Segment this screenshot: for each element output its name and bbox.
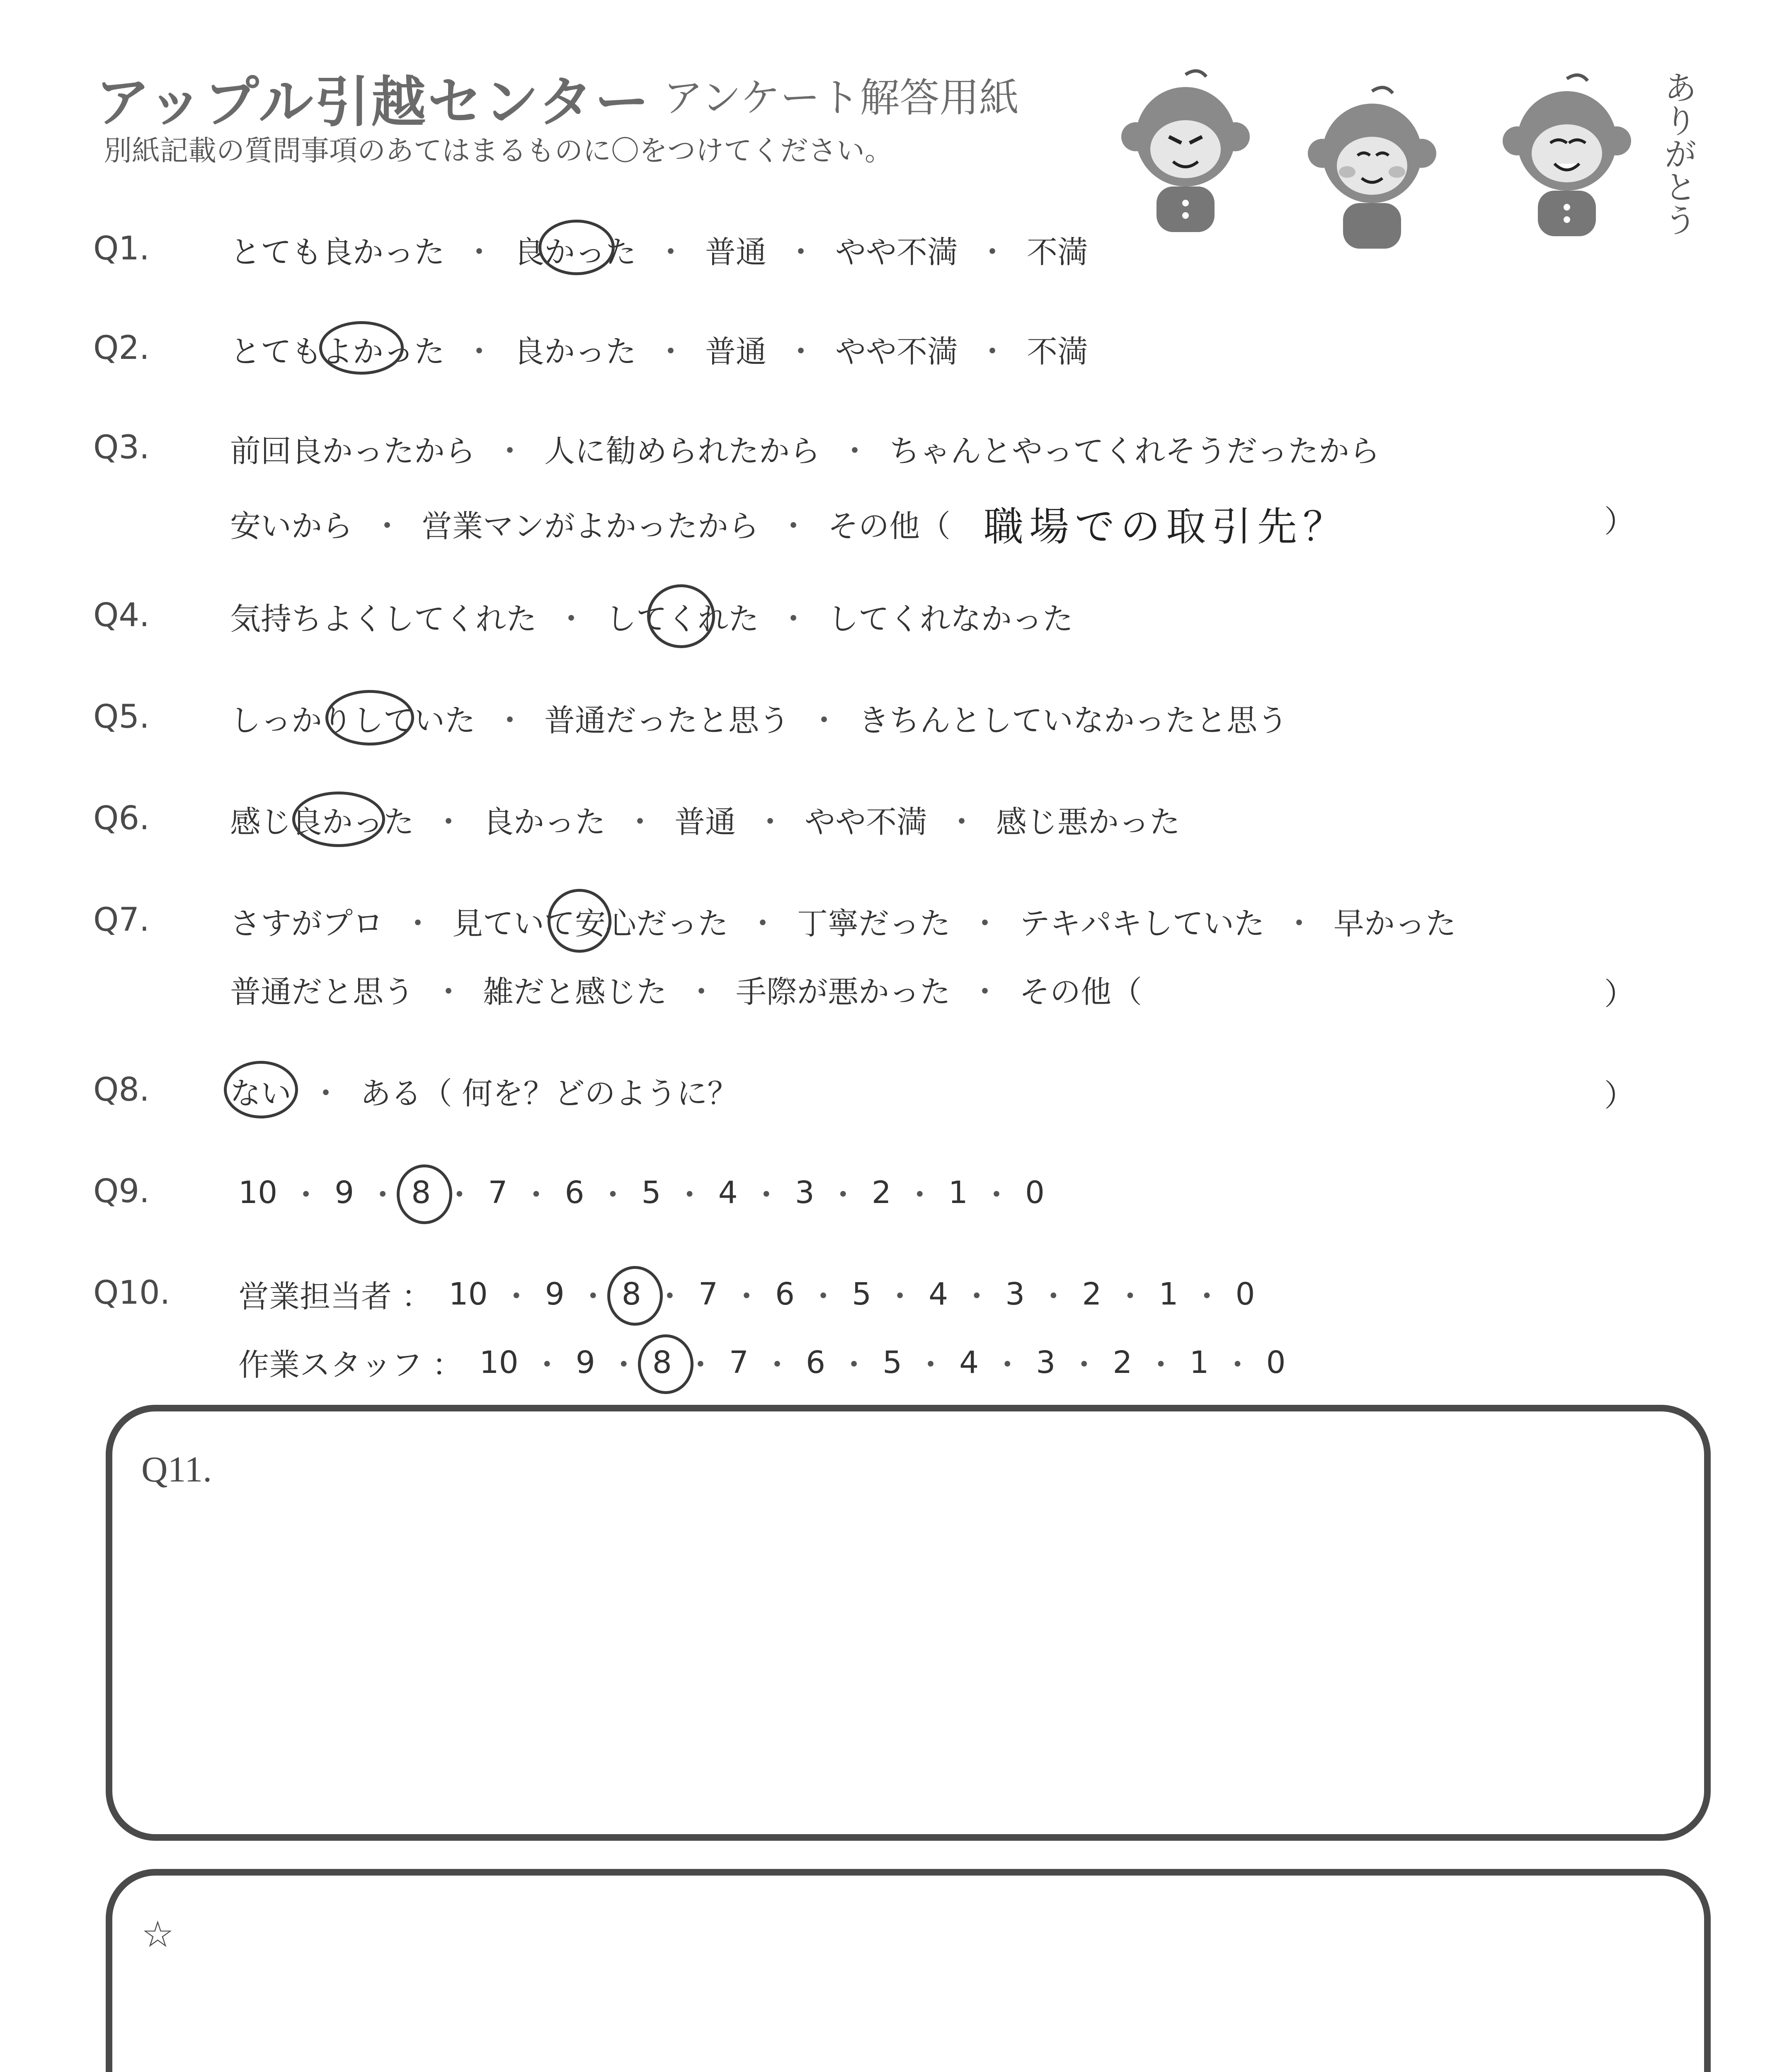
q9-score[interactable]: 5 <box>641 1175 661 1210</box>
q2-option[interactable]: 不満 <box>1027 334 1088 370</box>
q10-score[interactable]: 6 <box>805 1345 826 1380</box>
q4-options: 気持ちよくしてくれた ・ してくれた ・ してくれなかった <box>230 595 1073 639</box>
q3-option[interactable]: ちゃんとやってくれそうだったから <box>889 433 1380 469</box>
q10-score[interactable]: 6 <box>775 1276 795 1312</box>
q10-score[interactable]: 0 <box>1235 1276 1255 1312</box>
q2-label: Q2. <box>93 329 150 367</box>
q4-label: Q4. <box>93 597 150 634</box>
q5-option[interactable]: 普通だったと思う <box>544 703 790 738</box>
q10-score[interactable]: 10 <box>449 1276 488 1312</box>
q10-row-name: 営業担当者 ： <box>238 1279 432 1314</box>
q9-score[interactable]: 6 <box>565 1175 584 1210</box>
q9-score[interactable]: 2 <box>871 1175 891 1210</box>
q9-score[interactable]: 9 <box>335 1175 354 1210</box>
q7-options-line2: 普通だと思う ・ 雑だと感じた ・ 手際が悪かった ・ その他（ <box>230 968 1142 1012</box>
instruction-text: 別紙記載の質問事項のあてはまるものに〇をつけてください。 <box>104 135 893 167</box>
q11-label: Q11. <box>141 1450 212 1490</box>
q6-option[interactable]: やや不満 <box>805 804 927 840</box>
q10-score[interactable]: 4 <box>929 1276 948 1312</box>
q7-label: Q7. <box>93 901 150 939</box>
q1-option[interactable]: やや不満 <box>835 235 958 270</box>
q6-option[interactable]: 普通 <box>674 804 736 840</box>
q11-comment-box[interactable] <box>106 1405 1711 1841</box>
q2-option-selected[interactable]: とてもよかった <box>230 327 445 371</box>
q8-options: ない ・ ある（ 何を？どのように？ <box>230 1069 738 1113</box>
q5-option[interactable]: きちんとしていなかったと思う <box>858 703 1288 738</box>
q3-option[interactable]: 安いから <box>230 508 353 544</box>
q6-option[interactable]: 良かった <box>483 804 606 840</box>
form-subtitle: アンケート解答用紙 <box>663 75 1019 121</box>
q8-option-selected[interactable]: ない <box>230 1069 291 1113</box>
q2-options: とてもよかった ・ 良かった ・ 普通 ・ やや不満 ・ 不満 <box>230 327 1088 371</box>
q9-scale: 10 ・ 9 ・ 8 ・ 7 ・ 6 ・ 5 ・ 4 ・ 3 ・ 2 ・ 1 ・ 0 <box>238 1171 1045 1215</box>
q7-option[interactable]: 丁寧だった <box>797 906 950 942</box>
q9-score[interactable]: 1 <box>948 1175 968 1210</box>
q10-score[interactable]: 2 <box>1082 1276 1102 1312</box>
q3-label: Q3. <box>93 429 150 466</box>
q1-options: とても良かった ・ 良かった ・ 普通 ・ やや不満 ・ 不満 <box>230 228 1088 272</box>
q1-option[interactable]: とても良かった <box>230 235 445 270</box>
q10-score-selected[interactable]: 8 <box>622 1276 641 1312</box>
q4-option[interactable]: 気持ちよくしてくれた <box>230 601 537 637</box>
q10-label: Q10. <box>93 1274 170 1312</box>
q10-score[interactable]: 4 <box>959 1345 979 1380</box>
q6-options: 感じ良かった ・ 良かった ・ 普通 ・ やや不満 ・ 感じ悪かった <box>230 798 1180 842</box>
q9-score-selected[interactable]: 8 <box>411 1175 431 1210</box>
q8-option[interactable]: ある（ 何を？どのように？ <box>360 1076 738 1111</box>
q3-options-line2: 安いから ・ 営業マンがよかったから ・ その他（ 職場での取引先？ <box>230 495 1348 552</box>
q2-option[interactable]: 良かった <box>514 334 636 370</box>
q9-score[interactable]: 3 <box>795 1175 815 1210</box>
q2-option[interactable]: やや不満 <box>835 334 958 370</box>
monkey-mascot-icon <box>1297 83 1447 257</box>
q6-option-selected[interactable]: 感じ良かった <box>230 798 414 842</box>
q1-option[interactable]: 普通 <box>705 235 766 270</box>
q9-score[interactable]: 0 <box>1025 1175 1045 1210</box>
q3-option-other[interactable]: その他（ <box>828 508 950 544</box>
q9-score[interactable]: 10 <box>238 1175 278 1210</box>
q10-staff-scale: 作業スタッフ ： 10 ・ 9 ・ 8 ・ 7 ・ 6 ・ 5 ・ 4 ・ 3 ・ 2 ・ 1 ・ 0 <box>238 1341 1286 1385</box>
q10-score[interactable]: 0 <box>1266 1345 1286 1380</box>
q9-score[interactable]: 7 <box>488 1175 508 1210</box>
company-title: アップル引越センター <box>95 70 651 134</box>
q10-sales-scale: 営業担当者 ： 10 ・ 9 ・ 8 ・ 7 ・ 6 ・ 5 ・ 4 ・ 3 ・ 2 ・ 1 ・ 0 <box>238 1272 1255 1316</box>
q3-option[interactable]: 前回良かったから <box>230 433 475 469</box>
q7-option[interactable]: 手際が悪かった <box>736 974 950 1010</box>
q10-row-name: 作業スタッフ ： <box>238 1347 463 1383</box>
q7-close-paren: ） <box>1604 976 1635 1012</box>
q1-option[interactable]: 不満 <box>1027 235 1088 270</box>
q10-score[interactable]: 9 <box>575 1345 595 1380</box>
q7-option[interactable]: 普通だと思う <box>230 974 414 1010</box>
q5-option-selected[interactable]: しっかりしていた <box>230 696 475 740</box>
q10-score[interactable]: 5 <box>852 1276 872 1312</box>
q7-options-line1: さすがプロ ・ 見ていて安心だった ・ 丁寧だった ・ テキパキしていた ・ 早かった <box>230 899 1456 943</box>
q7-option-selected[interactable]: 見ていて安心だった <box>452 899 728 943</box>
star-label: ☆ <box>141 1915 174 1955</box>
monkey-mascot-icon <box>1492 70 1641 244</box>
q9-score[interactable]: 4 <box>718 1175 738 1210</box>
q2-option[interactable]: 普通 <box>705 334 766 370</box>
q10-score[interactable]: 7 <box>698 1276 718 1312</box>
q3-options-line1: 前回良かったから ・ 人に勧められたから ・ ちゃんとやってくれそうだったから <box>230 427 1380 471</box>
q9-label: Q9. <box>93 1173 150 1210</box>
q7-option[interactable]: さすがプロ <box>230 906 383 942</box>
q10-score[interactable]: 10 <box>479 1345 519 1380</box>
q8-close-paren: ） <box>1604 1078 1635 1113</box>
q1-label: Q1. <box>93 230 150 267</box>
q4-option[interactable]: してくれなかった <box>828 601 1073 637</box>
q6-label: Q6. <box>93 800 150 837</box>
star-comment-box[interactable] <box>106 1869 1711 2072</box>
q7-option[interactable]: 雑だと感じた <box>483 974 667 1010</box>
q6-option[interactable]: 感じ悪かった <box>996 804 1180 840</box>
q3-option[interactable]: 営業マンがよかったから <box>422 508 759 544</box>
q5-options: しっかりしていた ・ 普通だったと思う ・ きちんとしていなかったと思う <box>230 696 1288 740</box>
q10-score[interactable]: 7 <box>729 1345 749 1380</box>
q1-option-selected[interactable]: 良かった <box>514 228 636 272</box>
q10-score[interactable]: 3 <box>1005 1276 1025 1312</box>
q10-score[interactable]: 3 <box>1036 1345 1056 1380</box>
q4-option-selected[interactable]: してくれた <box>606 595 759 639</box>
q3-close-paren: ） <box>1604 504 1635 540</box>
q10-score[interactable]: 1 <box>1189 1345 1209 1380</box>
q10-score-selected[interactable]: 8 <box>652 1345 672 1380</box>
q7-option[interactable]: テキパキしていた <box>1019 906 1265 942</box>
monkey-mascot-icon <box>1111 66 1260 240</box>
q3-other-handwritten: 職場での取引先？ <box>984 503 1348 550</box>
q10-score[interactable]: 1 <box>1159 1276 1178 1312</box>
q10-score[interactable]: 2 <box>1113 1345 1132 1380</box>
q3-option[interactable]: 人に勧められたから <box>544 433 820 469</box>
q5-label: Q5. <box>93 698 150 736</box>
q10-score[interactable]: 5 <box>883 1345 902 1380</box>
q8-label: Q8. <box>93 1071 150 1109</box>
q7-option[interactable]: 早かった <box>1333 906 1456 942</box>
q10-score[interactable]: 9 <box>545 1276 565 1312</box>
q7-option-other[interactable]: その他（ <box>1019 974 1142 1010</box>
mascot-thanks-text: ありがとう <box>1658 70 1697 236</box>
